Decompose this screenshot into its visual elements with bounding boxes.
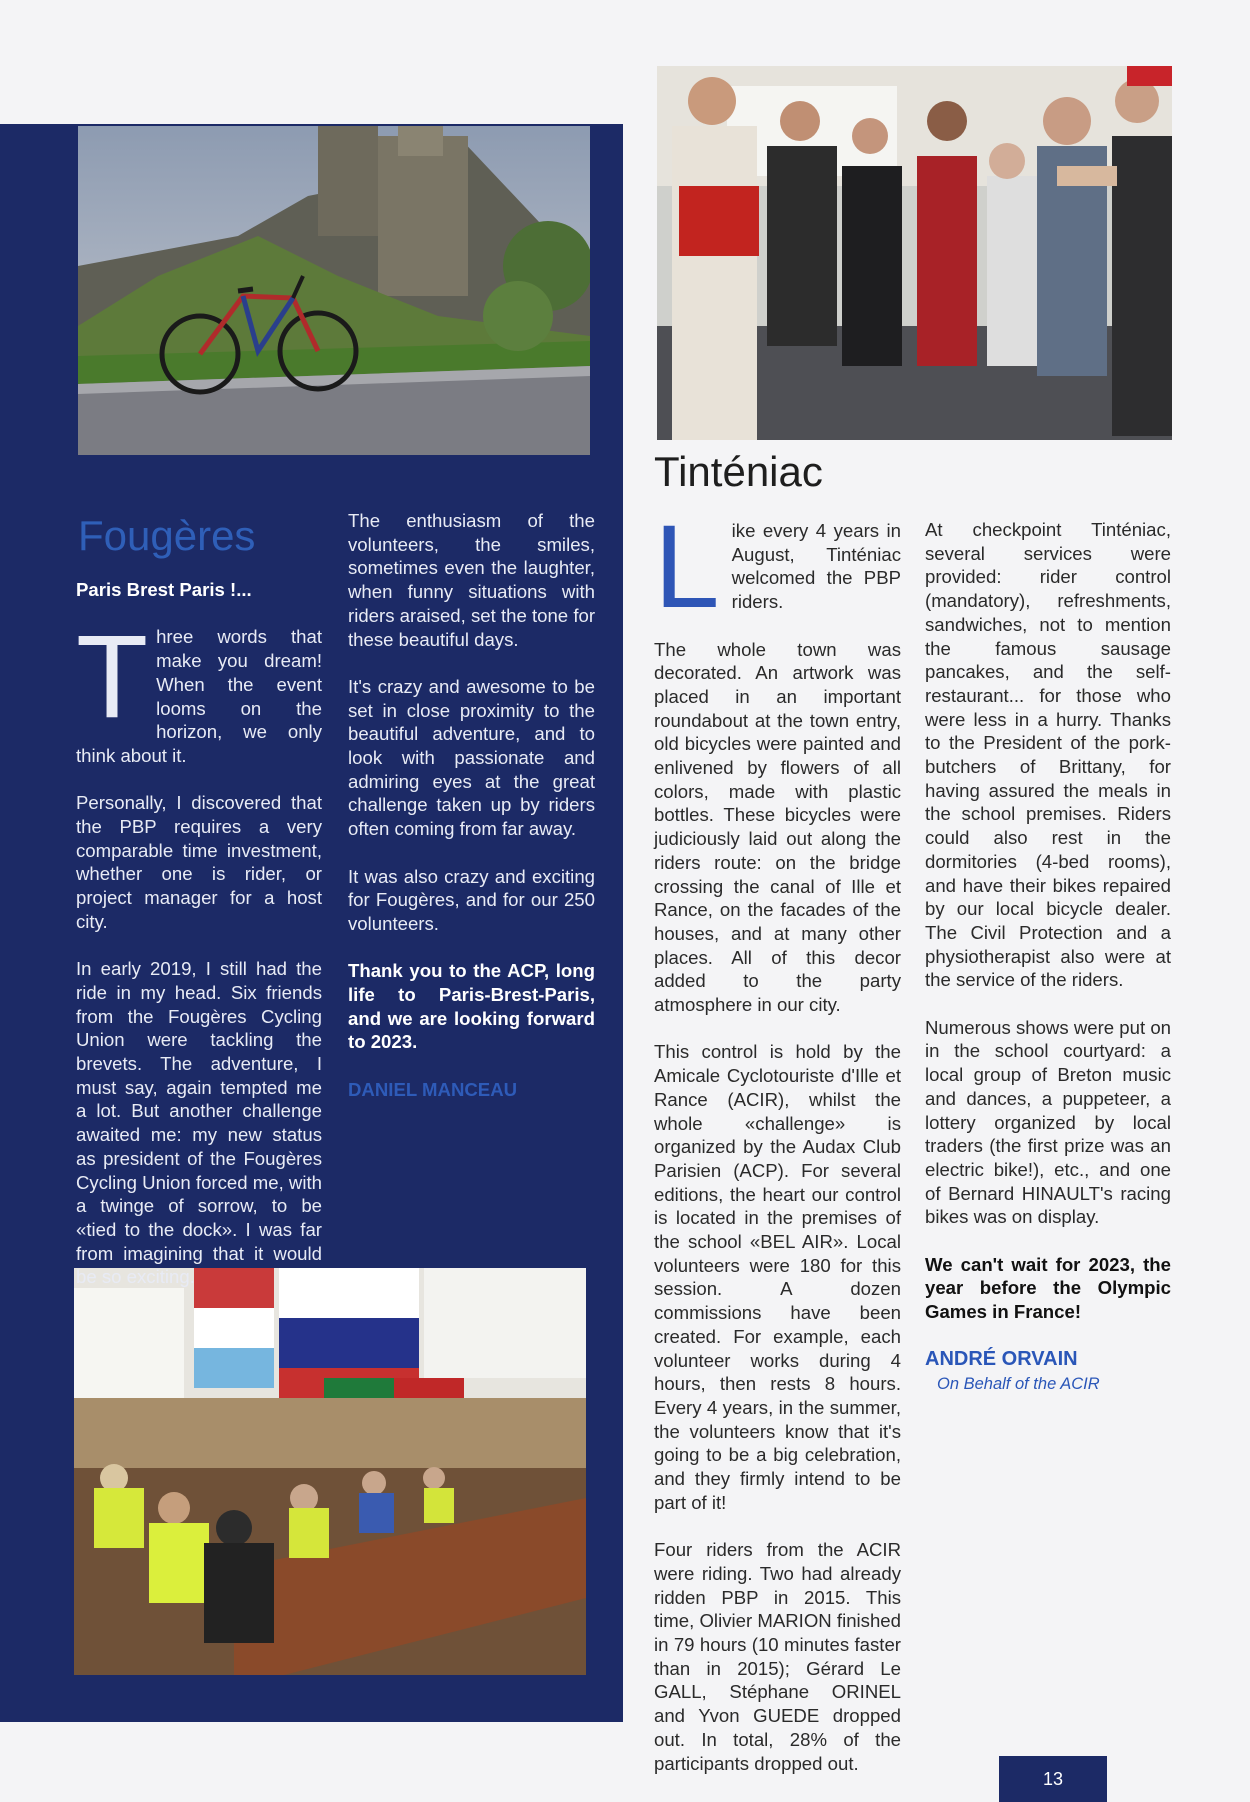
- tinteniac-paragraph-1: Like every 4 years in August, Tinténiac welcomed the PBP riders.: [654, 501, 901, 633]
- fougeres-paragraph-6: It was also crazy and exciting for Fougères, and for our 250 volunteers.: [348, 865, 595, 934]
- tinteniac-column-1: [654, 501, 901, 1799]
- dining-hall-photo: [74, 1268, 586, 1675]
- tinteniac-paragraph-4: Four riders from the ACIR were riding. Two had already ridden PBP in 2015. This time, Olivier MARION finished in 79 hours (10 minutes faster than in 2015); Gérard Le GALL, Stéphane ORINEL and Yvon GUEDE dropped out. In total, 28% of the participants dropped out.: [654, 1539, 901, 1774]
- fougeres-paragraph-1: Three words that make you dream! When the event looms on the horizon, we only think about it.: [76, 611, 322, 766]
- page-number: 13: [999, 1756, 1107, 1802]
- tinteniac-author: ANDRÉ ORVAIN: [925, 1347, 1078, 1370]
- fougeres-subheading: Paris Brest Paris !...: [76, 579, 252, 600]
- tinteniac-title: Tinténiac: [654, 448, 823, 495]
- fougeres-paragraph-4: The enthusiasm of the volunteers, the smiles, sometimes even the laughter, when funny situations with riders araised, set the tone for these beautiful days.: [348, 510, 596, 650]
- tinteniac-author-role: On Behalf of the ACIR: [937, 1375, 1100, 1394]
- tinteniac-paragraph-6: Numerous shows were put on in the school courtyard: a local group of Breton music and dances, a puppeteer, a lottery organized by local traders (the first prize was an electric bike!), etc., and one of Bernard HINAULT's racing bikes was on display.: [925, 1016, 1171, 1228]
- fougeres-paragraph-5: It's crazy and awesome to be set in close proximity to the beautiful adventure, and to look with passionate and admiring eyes at the great challenge taken up by riders often coming from far away.: [348, 675, 595, 840]
- tinteniac-column-2: [925, 518, 1171, 1397]
- accordion-crowd-photo: [657, 66, 1172, 440]
- fougeres-title: Fougères: [78, 512, 256, 559]
- fougeres-column-1: [76, 578, 322, 1313]
- tinteniac-closing: We can't wait for 2023, the year before the Olympic Games in France!: [925, 1253, 1171, 1323]
- fougeres-paragraph-2: Personally, I discovered that the PBP requires a very comparable time investment, whether one is rider, or project manager for a host city.: [76, 792, 322, 932]
- fougeres-author: DANIEL MANCEAU: [348, 1078, 518, 1100]
- castle-bicycle-photo: [78, 126, 590, 455]
- dropcap-l: L: [654, 501, 720, 633]
- tinteniac-paragraph-3: This control is hold by the Amicale Cyclotouriste d'Ille et Rance (ACIR), whilst the whole «challenge» is organized by the Audax Club Parisien (ACP). For several editions, the heart our control is located in the premises of the school «BEL AIR». Local volunteers were 180 for this session. A dozen commissions have been created. For example, each volunteer works during 4 hours, then rests 8 hours. Every 4 years, in the summer, the volunteers know that it's going to be a big celebration, and they firmly intend to be part of it!: [654, 1041, 901, 1513]
- dropcap-t: T: [76, 611, 149, 744]
- fougeres-closing: Thank you to the ACP, long life to Paris-Brest-Paris, and we are looking forward to 2023.: [348, 960, 595, 1053]
- fougeres-paragraph-3: In early 2019, I still had the ride in my head. Six friends from the Fougères Cycling Union were tackling the brevets. The adventure, I must say, again tempted me a lot. But another challenge awaited me: my new status as president of the Fougères Cycling Union forced me, with a twinge of sorrow, to be «tied to the dock». I was far from imagining that it would be so exciting.: [76, 958, 322, 1288]
- tinteniac-paragraph-5: At checkpoint Tinténiac, several services were provided: rider control (mandatory), refreshments, sandwiches, not to mention the famous sausage pancakes, and the self-restaurant... for those who were less in a hurry. Thanks to the President of the pork-butchers of Brittany, for having assured the meals in the school premises. Riders could also rest in the dormitories (4-bed rooms), and have their bikes repaired by our local bicycle dealer. The Civil Protection and a physiotherapist also were at the service of the riders.: [925, 519, 1171, 991]
- tinteniac-paragraph-2: The whole town was decorated. An artwork was placed in an important roundabout at the town entry, old bicycles were painted and enlivened by flowers of all colors, made with plastic bottles. These bicycles were judiciously laid out along the riders route: on the bridge crossing the canal of Ille et Rance, on the facades of the houses, and at many other places. All of this decor added to the party atmosphere in our city.: [654, 638, 901, 1016]
- fougeres-column-2: [348, 509, 595, 1125]
